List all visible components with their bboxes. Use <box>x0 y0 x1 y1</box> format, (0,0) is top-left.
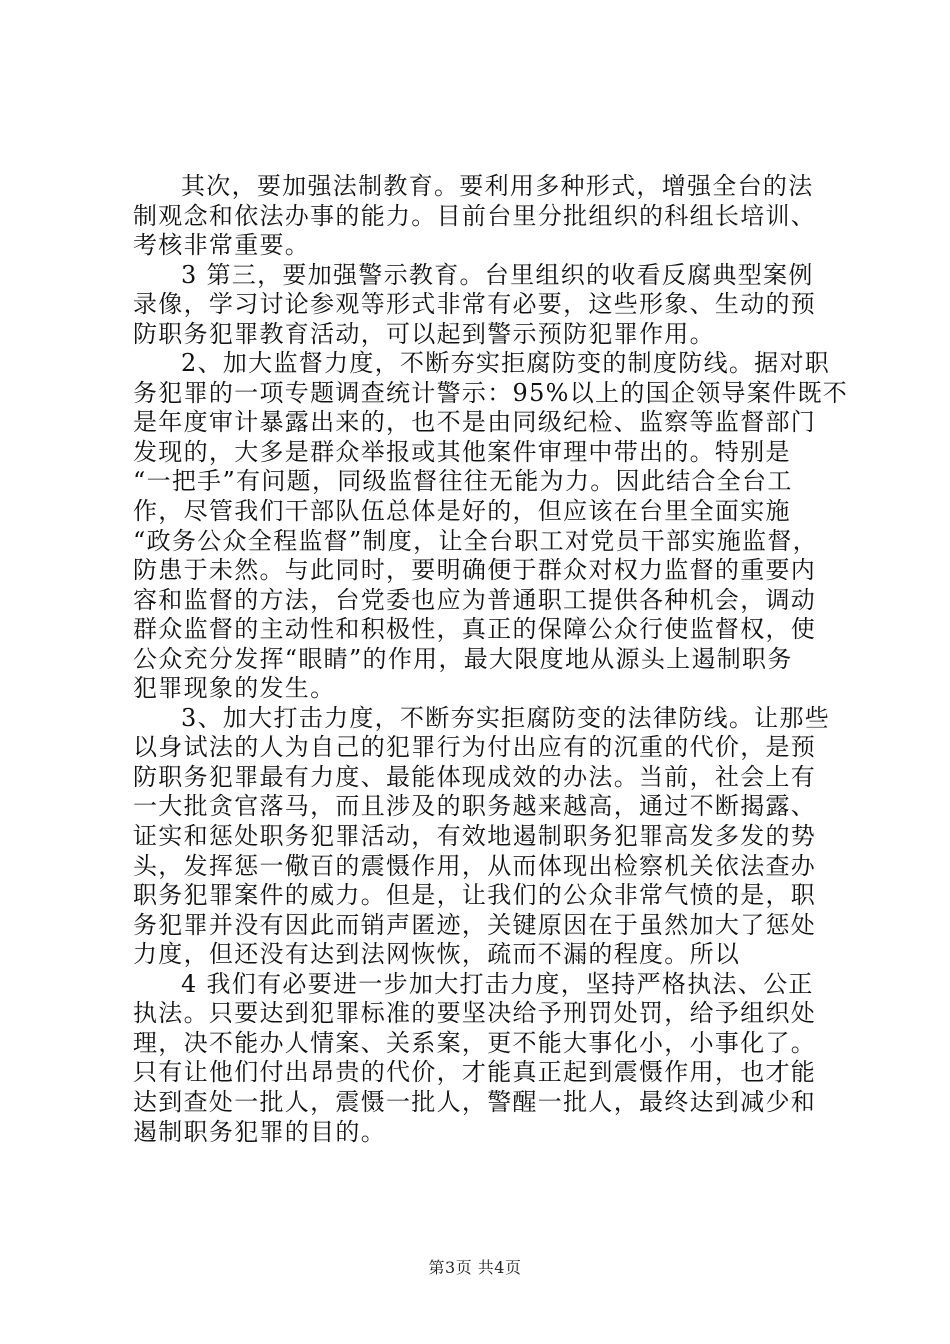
text-line: 力度，但还没有达到法网恢恢，疏而不漏的程度。所以 <box>133 940 741 969</box>
text-line: 3 第三，要加强警示教育。台里组织的收看反腐典型案例 <box>181 260 814 289</box>
text-line: 制观念和依法办事的能力。目前台里分批组织的科组长培训、 <box>133 201 817 230</box>
text-line: 犯罪现象的发生。 <box>133 674 336 703</box>
text-line: 头，发挥惩一儆百的震慑作用，从而体现出检察机关依法查办 <box>133 851 817 880</box>
text-line: 证实和惩处职务犯罪活动，有效地遏制职务犯罪高发多发的势 <box>133 822 817 851</box>
text-line: 容和监督的方法，台党委也应为普通职工提供各种机会，调动 <box>133 585 817 614</box>
text-line: 是年度审计暴露出来的，也不是由同级纪检、监察等监督部门 <box>133 408 817 437</box>
body-text <box>133 172 849 1147</box>
text-line: “政务公众全程监督”制度，让全台职工对党员干部实施监督， <box>133 526 818 555</box>
text-line: 一大批贪官落马，而且涉及的职务越来越高，通过不断揭露、 <box>133 792 817 821</box>
text-line: 4 我们有必要进一步加大打击力度，坚持严格执法、公正 <box>181 969 814 998</box>
paragraph-warning-education <box>133 261 833 350</box>
text-line: 达到查处一批人，震慑一批人，警醒一批人，最终达到减少和 <box>133 1087 817 1116</box>
text-line: 公众充分发挥“眼睛”的作用，最大限度地从源头上遏制职务 <box>133 644 793 673</box>
paragraph-crackdown <box>133 704 833 970</box>
text-line: 遏制职务犯罪的目的。 <box>133 1117 386 1146</box>
paragraph-supervision <box>133 349 849 704</box>
text-line: “一把手”有问题，同级监督往往无能为力。因此结合全台工 <box>133 467 793 496</box>
text-line: 其次，要加强法制教育。要利用多种形式，增强全台的法 <box>181 172 814 200</box>
text-line: 执法。只要达到犯罪标准的要坚决给予刑罚处罚，给予组织处 <box>133 999 817 1028</box>
text-line: 2、加大监督力度，不断夯实拒腐防变的制度防线。据对职 <box>181 349 831 378</box>
text-line: 务犯罪并没有因此而销声匿迹，关键原因在于虽然加大了惩处 <box>133 910 817 939</box>
text-line: 3、加大打击力度，不断夯实拒腐防变的法律防线。让那些 <box>181 703 831 732</box>
text-line: 职务犯罪案件的威力。但是，让我们的公众非常气愤的是，职 <box>133 881 817 910</box>
paragraph-legal-education <box>133 172 833 261</box>
text-line: 群众监督的主动性和积极性，真正的保障公众行使监督权，使 <box>133 615 817 644</box>
text-line: 作，尽管我们干部队伍总体是好的，但应该在台里全面实施 <box>133 497 791 526</box>
text-line: 录像，学习讨论参观等形式非常有必要，这些形象、生动的预 <box>133 290 817 319</box>
page-number-footer: 第3页 共4页 <box>428 1258 522 1277</box>
text-line: 考核非常重要。 <box>133 231 311 260</box>
text-line: 务犯罪的一项专题调查统计警示：95%以上的国企领导案件既不 <box>133 378 849 407</box>
text-line: 只有让他们付出昂贵的代价，才能真正起到震慑作用，也才能 <box>133 1058 817 1087</box>
paragraph-strict-enforcement <box>133 970 833 1147</box>
text-line: 防患于未然。与此同时，要明确便于群众对权力监督的重要内 <box>133 556 817 585</box>
text-line: 以身试法的人为自己的犯罪行为付出应有的沉重的代价，是预 <box>133 733 817 762</box>
text-line: 防职务犯罪教育活动，可以起到警示预防犯罪作用。 <box>133 319 715 348</box>
text-line: 发现的，大多是群众举报或其他案件审理中带出的。特别是 <box>133 437 791 466</box>
text-line: 防职务犯罪最有力度、最能体现成效的办法。当前，社会上有 <box>133 762 817 791</box>
text-line: 理，决不能办人情案、关系案，更不能大事化小，小事化了。 <box>133 1028 817 1057</box>
